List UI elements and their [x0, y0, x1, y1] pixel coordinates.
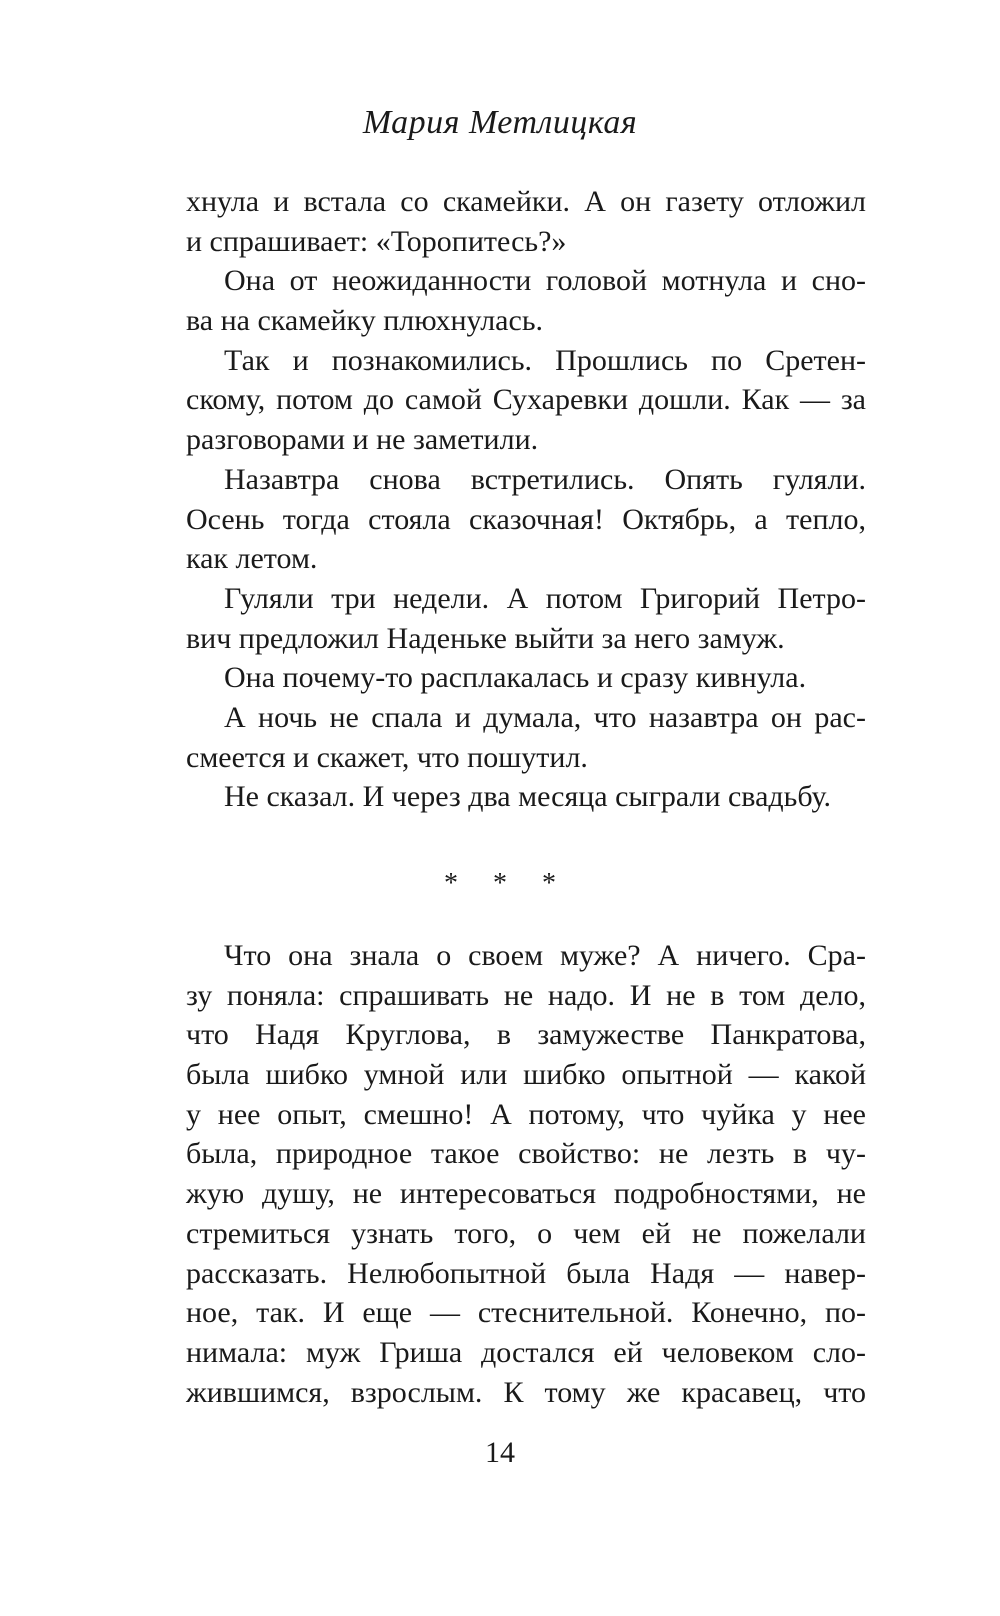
- text-line: зу поняла: спрашивать не надо. И не в том дело,: [186, 978, 866, 1012]
- running-head-author: Мария Метлицкая: [362, 104, 638, 141]
- text-line: стремиться узнать того, о чем ей не пожелали: [186, 1216, 866, 1250]
- page-number: 14: [485, 1436, 515, 1469]
- text-line: Она почему-то расплакалась и сразу кивнула.: [224, 661, 807, 695]
- text-line: и спрашивает: «Торопитесь?»: [186, 224, 567, 258]
- text-line: разговорами и не заметили.: [186, 423, 539, 457]
- text-line: как летом.: [186, 542, 318, 576]
- text-line: вич предложил Наденьке выйти за него замуж.: [186, 621, 785, 655]
- text-section-1: [186, 182, 866, 817]
- text-section-2: [186, 936, 866, 1412]
- text-line: хнула и встала со скамейки. А он газету отложил: [186, 185, 866, 218]
- text-line: Так и познакомились. Прошлись по Сретен-: [224, 343, 866, 377]
- text-line: А ночь не спала и думала, что назавтра он рас-: [224, 700, 866, 734]
- text-line: у нее опыт, смешно! А потому, что чуйка у нее: [186, 1097, 866, 1131]
- text-line: Что она знала о своем муже? А ничего. Сра-: [224, 939, 866, 972]
- text-line: рассказать. Нелюбопытной была Надя — навер-: [186, 1256, 866, 1290]
- section-separator: * * *: [444, 868, 570, 899]
- text-line: скому, потом до самой Сухаревки дошли. Как — за: [186, 383, 866, 417]
- text-line: что Надя Круглова, в замужестве Панкратова,: [186, 1018, 866, 1052]
- text-line: была шибко умной или шибко опытной — какой: [186, 1058, 866, 1092]
- text-line: жую душу, не интересоваться подробностями, не: [186, 1177, 866, 1211]
- text-line: нимала: муж Гриша достался ей человеком сло-: [186, 1335, 866, 1369]
- text-line: Не сказал. И через два месяца сыграли свадьбу.: [224, 780, 831, 814]
- text-line: была, природное такое свойство: не лезть в чу-: [186, 1137, 866, 1171]
- text-line: смеется и скажет, что пошутил.: [186, 740, 588, 774]
- text-line: ное, так. И еще — стеснительной. Конечно, по-: [186, 1296, 866, 1330]
- text-line: Назавтра снова встретились. Опять гуляли.: [224, 462, 866, 496]
- text-line: ва на скамейку плюхнулась.: [186, 304, 543, 338]
- text-line: жившимся, взрослым. К тому же красавец, что: [186, 1375, 866, 1409]
- text-line: Гуляли три недели. А потом Григорий Петро-: [224, 581, 866, 615]
- text-line: Она от неожиданности головой мотнула и сно-: [224, 264, 866, 298]
- text-line: Осень тогда стояла сказочная! Октябрь, а тепло,: [186, 502, 866, 536]
